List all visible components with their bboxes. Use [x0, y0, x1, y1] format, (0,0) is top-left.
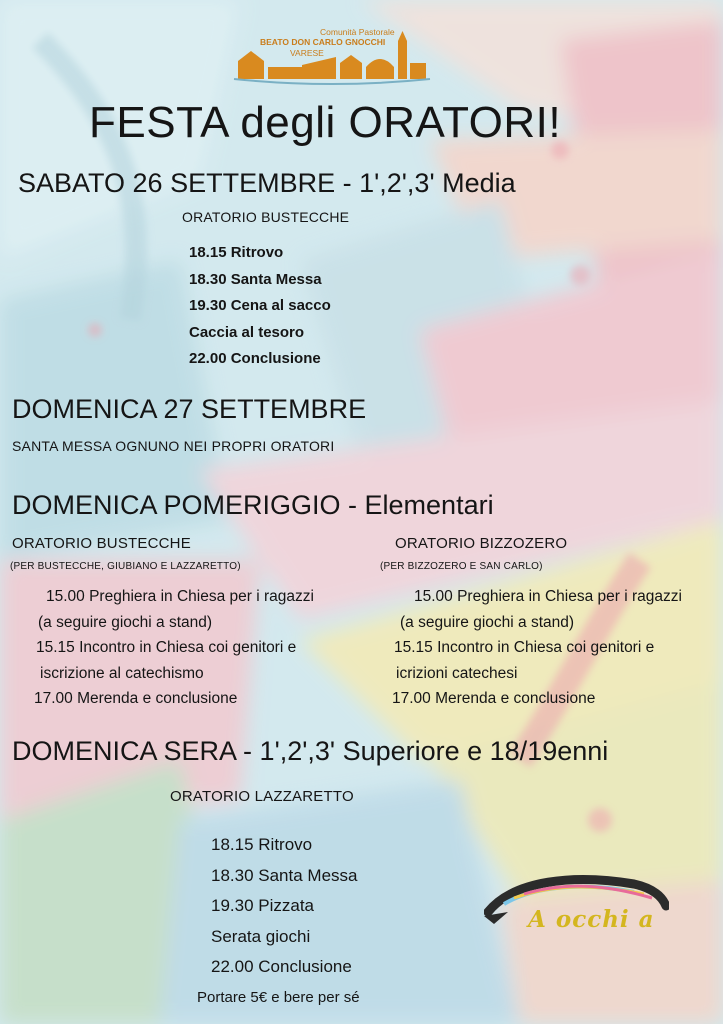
- saturday-schedule: [189, 240, 331, 373]
- afternoon-heading: DOMENICA POMERIGGIO - Elementari: [12, 490, 494, 520]
- church-skyline-icon: [232, 27, 432, 85]
- afternoon-right-place: ORATORIO BIZZOZERO: [395, 535, 568, 552]
- afternoon-right-sub: (PER BIZZOZERO E SAN CARLO): [380, 561, 543, 572]
- schedule-item: (a seguire giochi a stand): [38, 613, 213, 631]
- schedule-item: 18.15 Ritrovo: [189, 244, 284, 261]
- a-occhi-aperti-badge: [484, 872, 669, 944]
- schedule-item: 15.15 Incontro in Chiesa coi genitori e: [394, 639, 655, 656]
- schedule-item: 18.15 Ritrovo: [211, 835, 313, 854]
- schedule-item: Caccia al tesoro: [189, 323, 305, 341]
- evening-schedule: [211, 830, 357, 983]
- poster-title: FESTA degli ORATORI!: [89, 98, 562, 147]
- schedule-item: icrizioni catechesi: [396, 664, 518, 682]
- schedule-item: 22.00 Conclusione: [189, 350, 321, 367]
- evening-place: ORATORIO LAZZARETTO: [170, 788, 354, 805]
- afternoon-left-sub: (PER BUSTECCHE, GIUBIANO E LAZZARETTO): [10, 561, 241, 572]
- schedule-item: 19.30 Cena al sacco: [189, 297, 331, 314]
- afternoon-left-lines: [30, 584, 314, 712]
- logo-line-2: BEATO DON CARLO GNOCCHI: [260, 37, 386, 47]
- schedule-item: 19.30 Pizzata: [211, 896, 315, 915]
- schedule-item: 15.00 Preghiera in Chiesa per i ragazzi: [46, 588, 314, 605]
- saturday-place: ORATORIO BUSTECCHE: [182, 209, 350, 225]
- saturday-heading: SABATO 26 SETTEMBRE - 1',2',3' Media: [18, 168, 516, 198]
- schedule-item: 18.30 Santa Messa: [189, 270, 322, 288]
- schedule-item: 15.00 Preghiera in Chiesa per i ragazzi: [414, 588, 682, 605]
- afternoon-right-lines: [386, 584, 682, 712]
- schedule-item: 22.00 Conclusione: [211, 957, 352, 976]
- schedule-item: iscrizione al catechismo: [40, 664, 204, 682]
- schedule-item: Serata giochi: [211, 926, 311, 946]
- schedule-item: 17.00 Merenda e conclusione: [34, 690, 238, 707]
- schedule-item: 18.30 Santa Messa: [211, 865, 358, 885]
- badge-text: A occhi a: [528, 906, 655, 933]
- sunday-heading: DOMENICA 27 SETTEMBRE: [12, 394, 367, 424]
- schedule-item: 17.00 Merenda e conclusione: [392, 690, 596, 707]
- logo-line-3: VARESE: [290, 48, 324, 58]
- logo-line-1: Comunità Pastorale: [320, 27, 395, 37]
- schedule-item: 15.15 Incontro in Chiesa coi genitori e: [36, 639, 297, 656]
- schedule-item: (a seguire giochi a stand): [400, 613, 575, 631]
- afternoon-left-place: ORATORIO BUSTECCHE: [12, 535, 191, 552]
- community-logo: [232, 27, 432, 85]
- sunday-note: SANTA MESSA OGNUNO NEI PROPRI ORATORI: [12, 438, 335, 454]
- evening-note: Portare 5€ e bere per sé: [197, 989, 360, 1006]
- evening-heading: DOMENICA SERA - 1',2',3' Superiore e 18/19enni: [12, 736, 609, 766]
